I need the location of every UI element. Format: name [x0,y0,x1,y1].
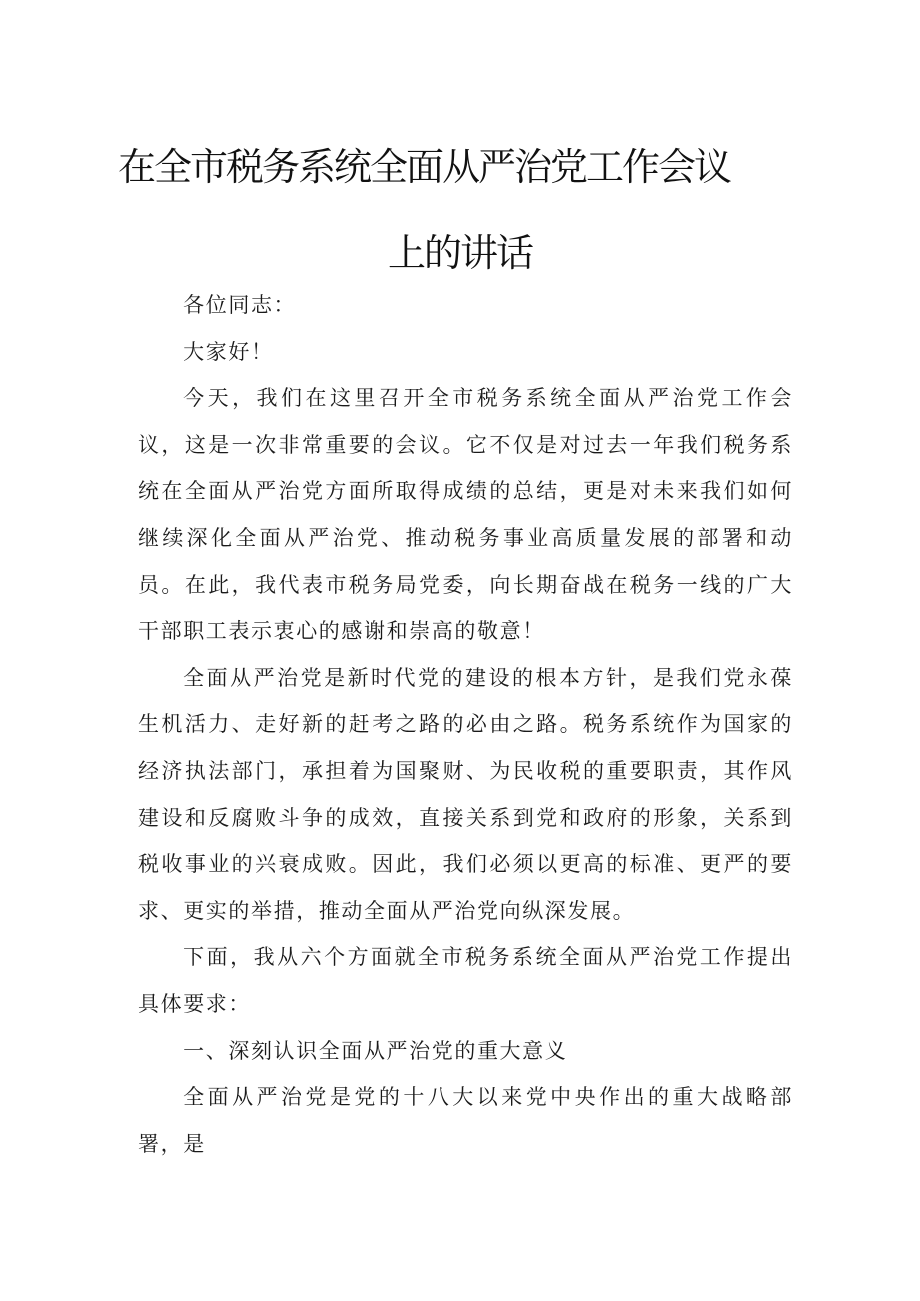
document-title-line-1: 在全市税务系统全面从严治党工作会议 [118,145,731,189]
salutation: 各位同志： [183,293,297,317]
greeting: 大家好！ [183,339,274,364]
body-paragraph: 全面从严治党是新时代党的建设的根本方针，是我们党永葆生机活力、走好新的赶考之路的必由之路。税务系统作为国家的经济执法部门，承担着为国聚财、为民收税的重要职责，其作风建设和反腐败斗争的成效，直接关系到党和政府的形象，关系到税收事业的兴衰成败。因此，我们必须以更高的标准、更严的要求、更实的举措，推动全面从严治党向纵深发展。 [138,665,793,923]
document-body [138,282,793,1167]
body-paragraph: 全面从严治党是党的十八大以来党中央作出的重大战略部署，是 [138,1085,793,1156]
body-paragraph: 今天，我们在这里召开全市税务系统全面从严治党工作会议，这是一次非常重要的会议。它不仅是对过去一年我们税务系统在全面从严治党方面所取得成绩的总结，更是对未来我们如何继续深化全面从严治党、推动税务事业高质量发展的部署和动员。在此，我代表市税务局党委，向长期奋战在税务一线的广大干部职工表示衷心的感谢和崇高的敬意！ [138,386,793,644]
body-paragraph: 下面，我从六个方面就全市税务系统全面从严治党工作提出具体要求： [138,945,793,1016]
section-heading: 一、深刻认识全面从严治党的重大意义 [183,1038,568,1063]
document-title-line-2: 上的讲话 [387,231,532,275]
